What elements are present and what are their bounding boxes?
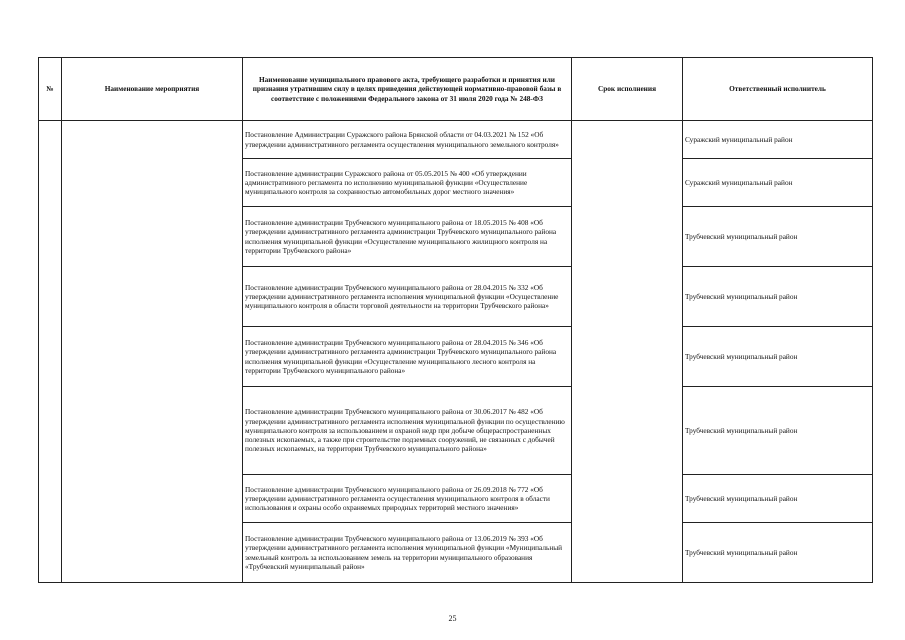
responsible-cell: Трубчевский муниципальный район xyxy=(683,327,873,387)
deadline-cell xyxy=(572,121,683,583)
responsible-cell: Трубчевский муниципальный район xyxy=(683,267,873,327)
event-name-cell xyxy=(62,121,243,583)
header-legal-act: Наименование муниципального правового акта, требующего разработки и принятия или признания утратившим силу в целях приведения действующей нормативно-правовой базы в соответствие с положениями Федерального закона от 31 июля 2020 года № 248-ФЗ xyxy=(243,58,572,121)
legal-act-cell: Постановление администрации Трубчевского муниципального района от 26.09.2018 № 772 «Об утверждении административного регламента осуществления муниципального контроля в области использования и охраны особо охраняемых природных территорий местного значения» xyxy=(243,475,572,523)
page-number: 25 xyxy=(448,614,457,623)
legal-act-cell: Постановление администрации Трубчевского муниципального района от 28.04.2015 № 332 «Об утверждении административного регламента исполнения муниципальной функции «Осуществление муниципального контроля в области торговой деятельности на территории Трубчевского района» xyxy=(243,267,572,327)
header-event-name: Наименование мероприятия xyxy=(62,58,243,121)
responsible-cell: Суражский муниципальный район xyxy=(683,121,873,159)
responsible-cell: Суражский муниципальный район xyxy=(683,159,873,207)
header-responsible: Ответственный исполнитель xyxy=(683,58,873,121)
legal-act-cell: Постановление администрации Трубчевского муниципального района от 30.06.2017 № 482 «Об утверждении административного регламента исполнения муниципальной функции по осуществлению муниципального контроля за использованием и охраной недр при добыче общераспространенных полезных ископаемых, а также при строительстве подземных сооружений, не связанных с добычей полезных ископаемых, на территории Трубчевского муниципального района» xyxy=(243,387,572,475)
responsible-cell: Трубчевский муниципальный район xyxy=(683,207,873,267)
legal-act-cell: Постановление администрации Трубчевского муниципального района от 13.06.2019 № 393 «Об утверждении административного регламента исполнения муниципальной функции «Муниципальный земельный контроль за использованием земель на территории муниципального образования «Трубчевский муниципальный район» xyxy=(243,523,572,583)
legal-act-cell: Постановление администрации Трубчевского муниципального района от 18.05.2015 № 408 «Об утверждении административного регламента администрации Трубчевского муниципального района исполнения муниципальной функции «Осуществление муниципального жилищного контроля на территории Трубчевского района» xyxy=(243,207,572,267)
legal-act-cell: Постановление администрации Суражского района от 05.05.2015 № 400 «Об утверждении административного регламента по исполнению муниципальной функции «Осуществление муниципального контроля за сохранностью автомобильных дорог местного значения» xyxy=(243,159,572,207)
responsible-cell: Трубчевский муниципальный район xyxy=(683,523,873,583)
responsible-cell: Трубчевский муниципальный район xyxy=(683,387,873,475)
table-header-row xyxy=(39,58,873,121)
header-number: № xyxy=(39,58,62,121)
header-deadline: Срок исполнения xyxy=(572,58,683,121)
measures-table xyxy=(38,57,873,583)
legal-act-cell: Постановление Администрации Суражского района Брянской области от 04.03.2021 № 152 «Об утверждении административного регламента осуществления муниципального земельного контроля» xyxy=(243,121,572,159)
number-cell xyxy=(39,121,62,583)
responsible-cell: Трубчевский муниципальный район xyxy=(683,475,873,523)
table-row xyxy=(39,121,873,159)
legal-act-cell: Постановление администрации Трубчевского муниципального района от 28.04.2015 № 346 «Об утверждении административного регламента администрации Трубчевского муниципального района исполнения муниципальной функции «Осуществление муниципального лесного контроля на территории Трубчевского муниципального района» xyxy=(243,327,572,387)
